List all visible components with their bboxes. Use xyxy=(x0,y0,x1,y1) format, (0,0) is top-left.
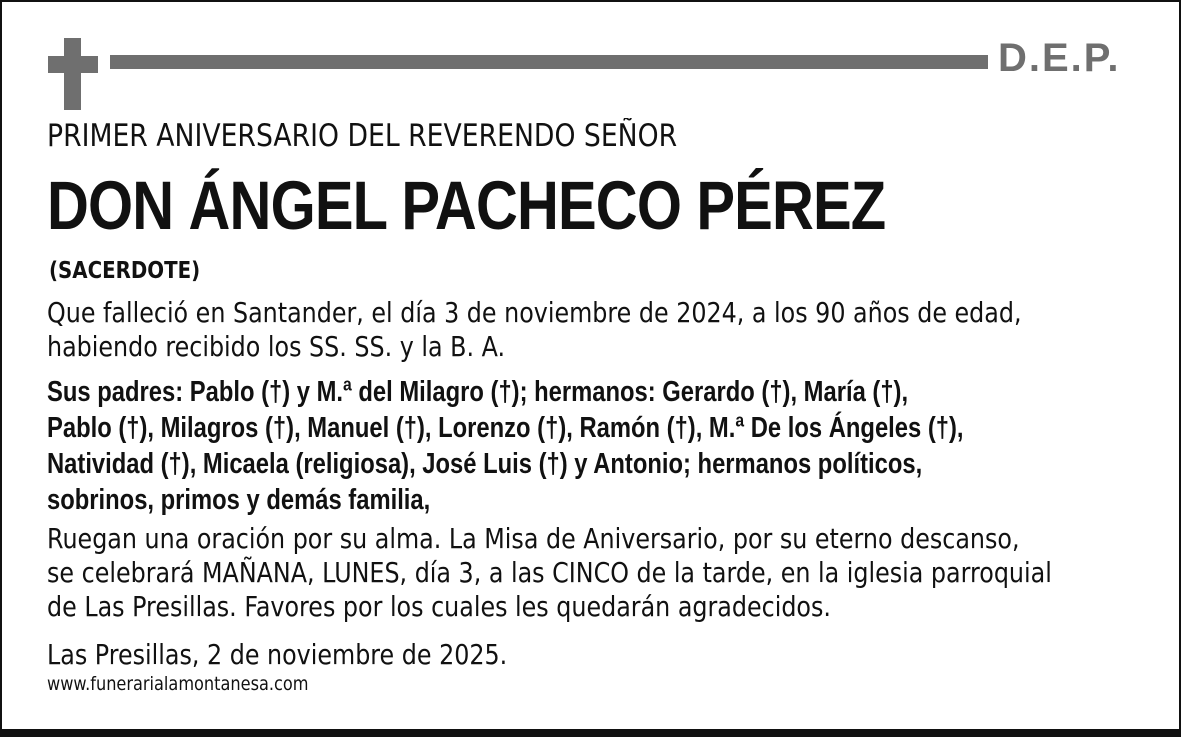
death-line: Que falleció en Santander, el día 3 de noviembre de 2024, a los 90 años de edad, xyxy=(47,296,1022,329)
family-line: Pablo (†), Milagros (†), Manuel (†), Lorenzo (†), Ramón (†), M.ª De los Ángeles (†), xyxy=(47,412,964,444)
mass-paragraph xyxy=(47,522,1052,624)
death-paragraph xyxy=(47,296,1022,364)
mass-line: se celebrará MAÑANA, LUNES, día 3, a las CINCO de la tarde, en la iglesia parroquial xyxy=(47,556,1052,589)
website-link[interactable]: www.funerarialamontanesa.com xyxy=(47,673,309,695)
death-line: habiendo recibido los SS. SS. y la B. A. xyxy=(47,330,506,363)
deceased-title: (SACERDOTE) xyxy=(49,258,201,284)
cross-icon xyxy=(48,38,98,110)
family-paragraph xyxy=(47,374,964,518)
place-date: Las Presillas, 2 de noviembre de 2025. xyxy=(47,638,508,671)
deceased-name: DON ÁNGEL PACHECO PÉREZ xyxy=(47,167,886,244)
family-line: sobrinos, primos y demás familia, xyxy=(47,484,431,516)
header-rule xyxy=(110,55,988,69)
mass-line: de Las Presillas. Favores por los cuales les quedarán agradecidos. xyxy=(47,590,831,623)
mass-line: Ruegan una oración por su alma. La Misa de Aniversario, por su eterno descanso, xyxy=(47,522,1020,555)
family-line: Natividad (†), Micaela (religiosa), José Luis (†) y Antonio; hermanos políticos, xyxy=(47,448,923,480)
notice-intro: PRIMER ANIVERSARIO DEL REVERENDO SEÑOR xyxy=(47,118,678,154)
dep-label: D.E.P. xyxy=(998,36,1121,80)
family-line: Sus padres: Pablo (†) y M.ª del Milagro (†); hermanos: Gerardo (†), María (†), xyxy=(47,376,909,408)
